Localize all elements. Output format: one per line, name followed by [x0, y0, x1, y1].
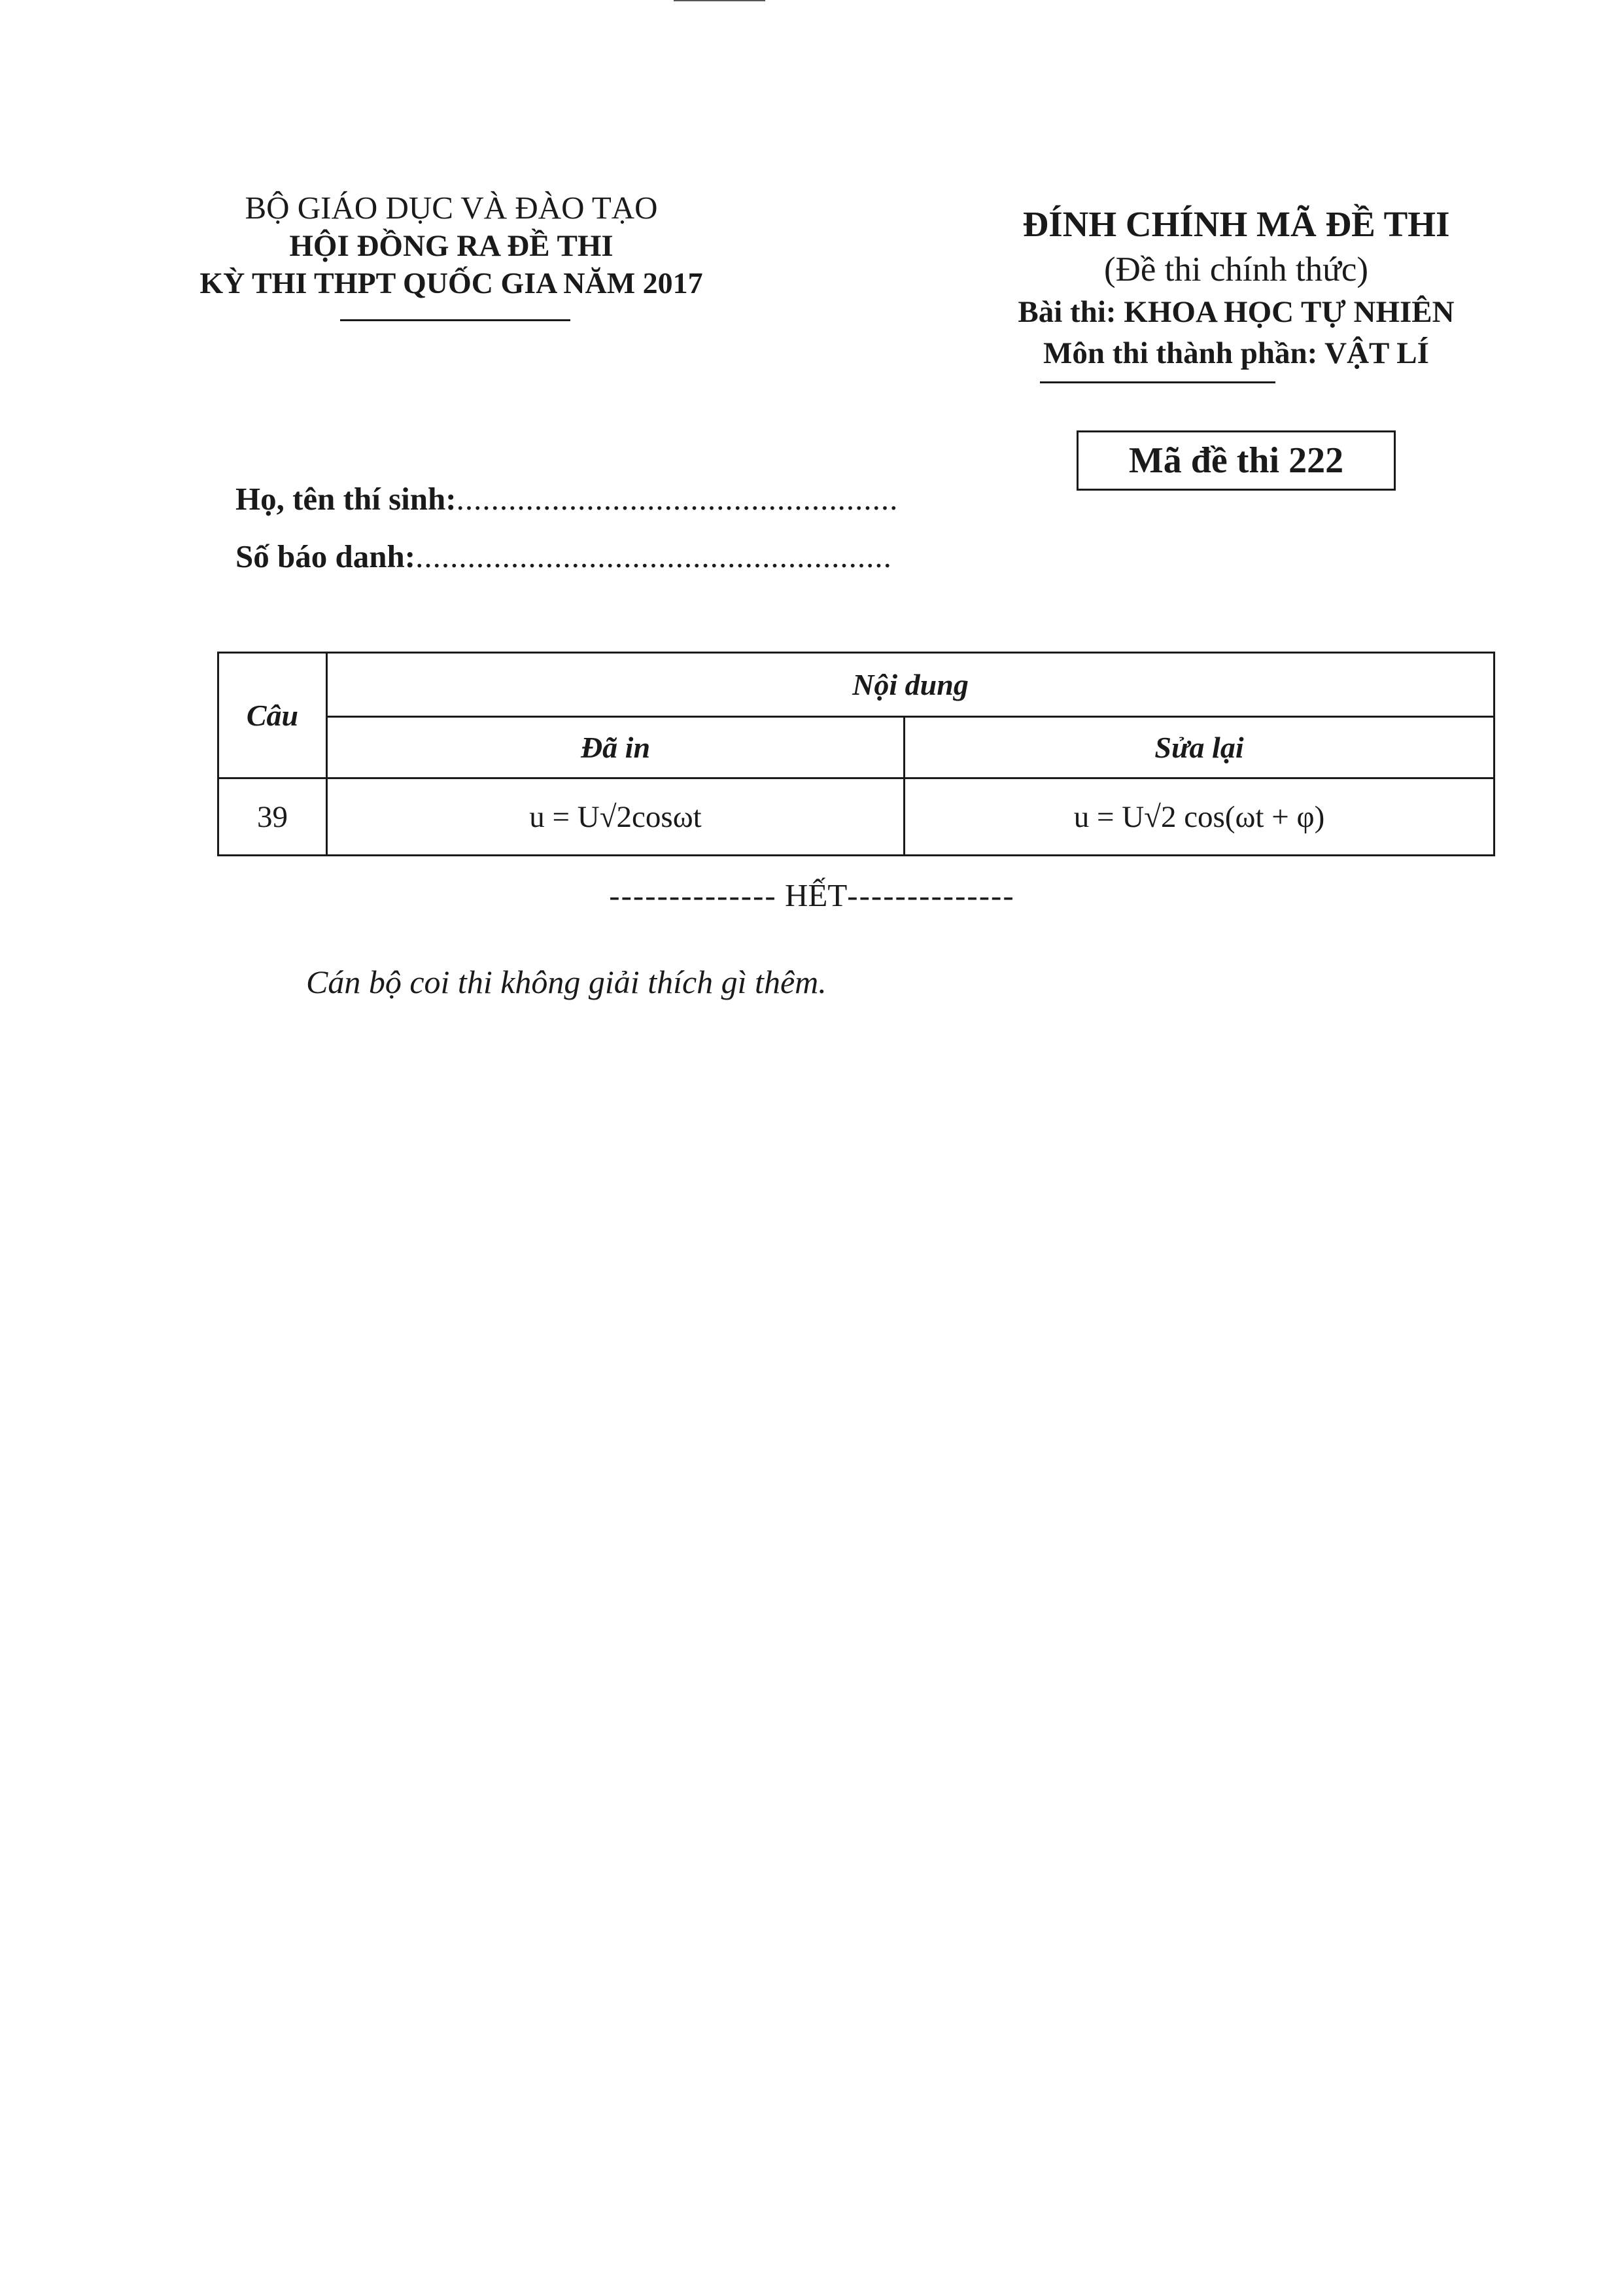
candidate-name-dots: ................................................... — [456, 481, 899, 517]
header-right-divider — [1040, 381, 1275, 383]
header-content: Nội dung — [327, 653, 1494, 717]
row-question: 39 — [218, 778, 327, 856]
subject-name: Môn thi thành phần: VẬT LÍ — [1043, 336, 1429, 370]
exam-code: Mã đề thi 222 — [1128, 440, 1344, 481]
table-row — [218, 778, 1494, 856]
council-name: HỘI ĐỒNG RA ĐỀ THI — [289, 229, 613, 263]
candidate-name-field — [235, 480, 898, 517]
end-dashes-right: -------------- — [847, 877, 1015, 913]
exam-code-box — [1077, 430, 1396, 491]
correction-table — [217, 652, 1495, 856]
test-name: Bài thi: KHOA HỌC TỰ NHIÊN — [1018, 295, 1455, 329]
header-corrected: Sửa lại — [905, 717, 1494, 778]
scan-edge-mark — [674, 0, 765, 1]
header-right — [857, 200, 1615, 373]
candidate-number-dots: ....................................................... — [415, 538, 892, 574]
ministry-name: BỘ GIÁO DỤC VÀ ĐÀO TẠO — [245, 190, 658, 226]
header-left — [157, 188, 746, 302]
row-printed: u = U√2cosωt — [327, 778, 905, 856]
proctor-note: Cán bộ coi thi không giải thích gì thêm. — [306, 964, 827, 1000]
header-question: Câu — [218, 653, 327, 778]
header-printed: Đã in — [327, 717, 905, 778]
end-dashes-left: -------------- — [609, 877, 777, 913]
header-left-divider — [340, 319, 570, 321]
candidate-number-label: Số báo danh: — [235, 538, 416, 574]
row-corrected: u = U√2 cos(ωt + φ) — [905, 778, 1494, 856]
candidate-number-field — [235, 538, 892, 575]
candidate-name-label: Họ, tên thí sinh: — [235, 481, 457, 517]
exam-name: KỲ THI THPT QUỐC GIA NĂM 2017 — [199, 266, 703, 300]
end-text: HẾT — [776, 877, 848, 913]
document-subtitle: (Đề thi chính thức) — [1103, 251, 1369, 288]
end-marker — [0, 877, 1624, 914]
document-title: ĐÍNH CHÍNH MÃ ĐỀ THI — [1022, 204, 1450, 244]
